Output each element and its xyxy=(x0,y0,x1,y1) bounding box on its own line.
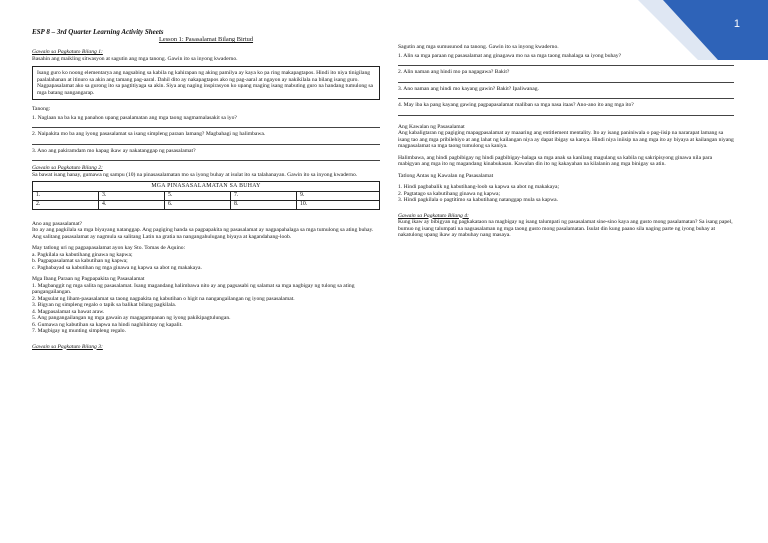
right-column xyxy=(398,44,734,239)
lesson-title: Lesson 1: Pasasalamat Bilang Birtud xyxy=(158,36,254,43)
table-cell: 8. xyxy=(231,200,297,209)
table-cell: 1. xyxy=(33,191,99,200)
table-title: MGA PINASASALAMATAN SA BUHAY xyxy=(33,182,380,192)
list-item: 1. Magbanggit ng mga salita ng pasasalamat. Isang magandang halimbawa nito ay ang pagsasabi ng salamat sa mga nagbigay ng tulong sa ating pangangailangan. xyxy=(32,282,355,295)
answer-line xyxy=(398,76,734,83)
answer-line xyxy=(398,109,734,116)
answer-line xyxy=(32,154,380,161)
table-cell: 4. xyxy=(99,200,165,209)
gawain-1-instruction: Basahin ang maikling sitwasyon at sagutin ang mga tanong. Gawin ito sa inyong kwaderno. xyxy=(32,55,238,62)
gawain-2-heading: Gawain sa Pagkatuto Bilang 2: xyxy=(32,165,103,171)
kawalan-paragraph-1: Ang kabaligtaran ng pagiging mapagpasalamat ay maaaring ang entitlement mentality. Ito ay isang paniniwala o pag-iisip na nararapat lamang sa isang tao ang mga pribilehiyo at ang lahat ng kailangan niya ay dapat ibigay sa kanya. Hindi niya iniisip na ang mga ito ay biyaya at kailangan niyang magpasalamat sa mga taong tumulong sa kaniya. xyxy=(398,130,734,149)
paraan-list xyxy=(32,283,380,335)
right-instruction: Sagutin ang mga sumusunod na tanong. Gawin ito sa inyong kwaderno. xyxy=(398,44,559,50)
ano-heading: Ano ang pasasalamat? xyxy=(32,220,83,227)
r-question-1: 1. Alin sa mga paraan ng pasasalamat ang ginagawa mo na sa mga taong mahalaga sa iyong buhay? xyxy=(398,52,622,59)
list-item: 1. Hindi pagbabalik ng kabutihang-loob sa kapwa sa abot ng makakaya; xyxy=(398,184,560,190)
pinasasalamatan-table xyxy=(32,181,380,210)
list-item: a. Pagkilala sa kabutihang ginawa ng kapwa; xyxy=(32,251,133,258)
list-item: 3. Hindi pagkilala o pagtitimo sa kabutihang natanggap mula sa kapwa. xyxy=(398,197,559,203)
table-cell: 7. xyxy=(231,191,297,200)
list-item: 6. Gumawa ng kabutihan sa kapwa na hindi naghihintay ng kapalit. xyxy=(32,321,183,328)
list-item: b. Pagpapasalamat sa kabutihan ng kapwa; xyxy=(32,258,128,264)
table-cell: 6. xyxy=(165,200,231,209)
table-row xyxy=(33,191,380,200)
table-row xyxy=(33,200,380,209)
kawalan-paragraph-2: Halimbawa, ang hindi pagbibigay ng hindi pagbibigay-halaga sa mga anak sa kanilang magulang sa kabila ng sakripisyong ginawa nila para mabigyan ang mga ito ng magandang kinabukasan. Kawalan din ito ng kakayahan na kilalanin ang mga binigay sa atin. xyxy=(398,154,713,167)
g1-question-2: 2. Naipakita mo ba ang iyong pasasalamat sa isang simpleng paraan lamang? Magbahagi ng halimbawa. xyxy=(32,131,266,137)
list-item: 4. Magpasalamat sa bawat araw. xyxy=(32,308,105,315)
tatlong-heading: Tatlong Antas ng Kawalan ng Pasasalamat xyxy=(398,172,494,179)
sheet-title: ESP 8 – 3rd Quarter Learning Activity Sheets xyxy=(32,28,164,36)
answer-line xyxy=(398,59,734,66)
gawain-2-instruction: Sa bawat isang hanay, gumawa ng sampu (10) na pinasasalamatan mo sa iyong buhay at isulat ito sa talahanayan. Gawin ito sa inyong kwaderno. xyxy=(32,171,358,178)
g1-question-1: 1. Naglaan na ba ka ng panahon upang pasalamatan ang mga taong nagmamalasakit sa iyo? xyxy=(32,114,237,121)
gawain-4-text: Kung ikaw ay bibigyan ng pagkakataon na magbigay ng isang talumpati ng pasasalamat sine-sino kaya ang gusto mong pasalamatan? Sa isang papel, bumuo ng isang talumpati na nagsasalaman ng mga taong gusto mong pasalamatan. Isulat din kung paano sila naging parte ng iyong buhay at nakatulong upang ikaw ay mabuhay nang masaya. xyxy=(398,219,733,238)
table-cell: 2. xyxy=(33,200,99,209)
table-cell: 9. xyxy=(297,191,380,200)
list-item: 2. Pagtatago sa kabutihang ginawa ng kapwa; xyxy=(398,190,501,197)
list-item: 2. Magsulat ng liham-pasasalamat sa taong nagpakita ng kabutihan o higit na nangangailangan ng iyong pasasalamat. xyxy=(32,295,295,302)
tatlong-list xyxy=(398,184,734,204)
gawain-4-heading: Gawain sa Pagkatuto Bilang 4: xyxy=(398,212,469,219)
page-number: 1 xyxy=(733,18,740,30)
list-item: 5. Ang pangangailangan ng mga gawain ay magagampanan ng iyong pakikipagtulungan. xyxy=(32,315,231,321)
answer-line xyxy=(32,138,380,145)
g1-question-3: 3. Ano ang pakiramdam mo kapag ikaw ay nakatanggap ng pasasalamat? xyxy=(32,147,196,154)
antas-list xyxy=(32,252,380,272)
r-question-2: 2. Alin naman ang hindi mo pa nagagawa? Bakit? xyxy=(398,69,510,75)
r-question-3: 3. Ano naman ang hindi mo kayang gawin? Bakit? Ipaliwanag. xyxy=(398,85,539,92)
r-question-4: 4. May iba ka pang kayang gawing pagpapasalamat maliban sa mga nasa itaas? Ano-ano ito ang mga ito? xyxy=(398,102,634,108)
gawain-1-heading: Gawain sa Pagkatuto Bilang 1: xyxy=(32,49,103,55)
list-item: 7. Magbigay ng munting simpleng regalo. xyxy=(32,328,126,334)
gawain-3-heading: Gawain sa Pagkatuto Bilang 3: xyxy=(32,343,103,350)
antas-heading: May tatlong uri ng pagpapasalamat ayon kay Sto. Tomas de Aquino: xyxy=(32,245,186,251)
tanong-label: Tanong: xyxy=(32,106,51,112)
table-cell: 10. xyxy=(297,200,380,209)
list-item: 3. Bigyan ng simpleng regalo o tapik sa balikat bilang pagkilala. xyxy=(32,302,177,308)
answer-line xyxy=(32,121,380,128)
ano-text: Ito ay ang pagkilala sa mga biyayang natanggap. Ang pagiging handa sa pagpapakita ng pasasalamat ay nagpapahalaga sa mga tumulong sa ating buhay. Ang salitang pasasalamat ay nagmula sa salitang Latin na gratia na nangangahulugang biyaya at kagandahang-loob. xyxy=(32,227,374,240)
left-column xyxy=(32,28,380,350)
paraan-heading: Mga Ibang Paraan ng Pagpapakita ng Pasasalamat xyxy=(32,276,145,282)
answer-line xyxy=(398,92,734,99)
gawain-1-story-box xyxy=(32,66,380,100)
list-item: c. Pagbabayad sa kabutihan ng mga ginawa ng kapwa sa abot ng makakaya. xyxy=(32,264,202,271)
kawalan-heading: Ang Kawalan ng Pasasalamat xyxy=(398,123,465,130)
table-cell: 5. xyxy=(165,191,231,200)
table-cell: 3. xyxy=(99,191,165,200)
gawain-1-story: Isang guro ko noong elementarya ang nagsabing sa kabila ng kahirapan ng aking pamilya ay kaya ko pa ring makapagtapos. Hindi ito niya tinigilang paalalahanan at itinuro sa akin ang tamang pag-aaral. Dahil dito ay nakapagtapos ako ng pag-aaral at ngayon ay nakikilala na bilang isang guro. Nagpapasalamat ako sa gurong ito sa pagtitiyaga sa akin. Siya ang naging inspirasyon ko upang maging isang mabuting guro na handang tumulong sa mga batang nangangarap. xyxy=(37,70,374,96)
